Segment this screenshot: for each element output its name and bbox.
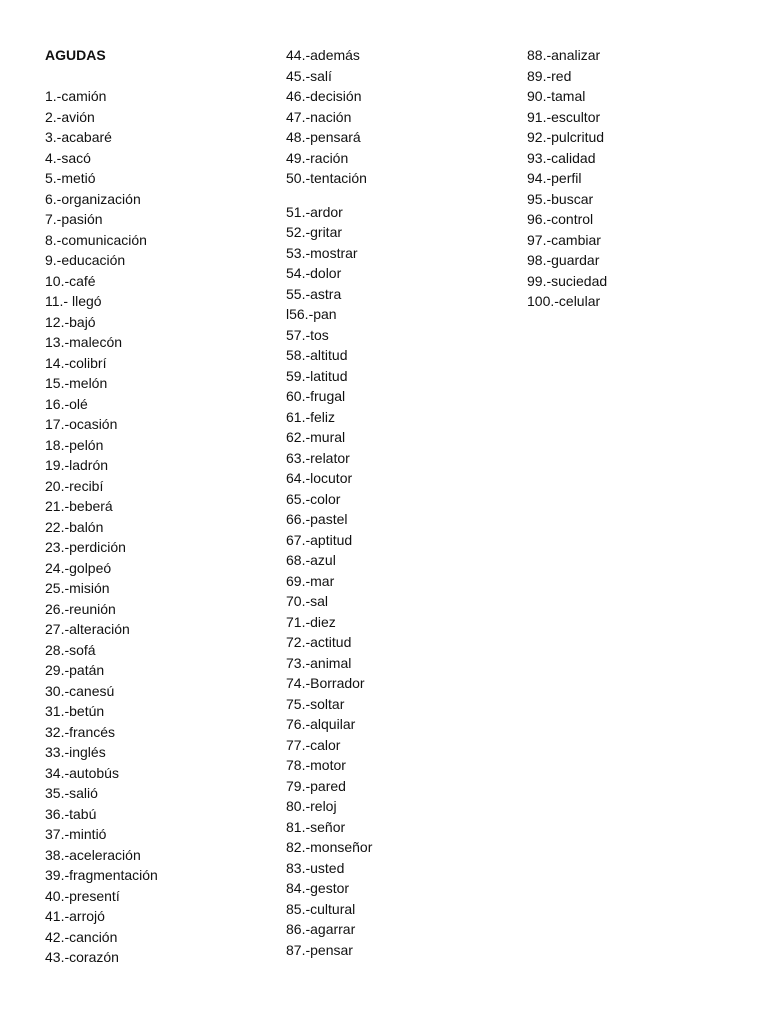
list-item: 32.-francés <box>45 723 116 740</box>
list-item: 35.-salió <box>45 785 98 801</box>
list-item: 57.-tos <box>286 326 329 343</box>
list-item: 54.-dolor <box>286 265 342 281</box>
list-item: 83.-usted <box>286 859 345 876</box>
list-item: 51.-ardor <box>286 203 343 220</box>
list-item: 60.-frugal <box>286 388 346 404</box>
list-item: 88.-analizar <box>527 47 601 63</box>
list-item: 48.-pensará <box>286 129 361 145</box>
list-item: 74.-Borrador <box>286 675 365 691</box>
list-title: AGUDAS <box>45 47 106 63</box>
list-item: 10.-café <box>45 272 96 289</box>
list-item: 72.-actitud <box>286 634 352 650</box>
list-item: 25.-misión <box>45 580 110 596</box>
list-item: 45.-salí <box>286 67 332 84</box>
list-item: 30.-canesú <box>45 682 115 699</box>
list-item: 58.-altitud <box>286 347 348 363</box>
list-item: 61.-feliz <box>286 408 336 425</box>
list-item: 17.-ocasión <box>45 416 118 432</box>
list-item: 20.-recibí <box>45 477 104 494</box>
list-item: 96.-control <box>527 211 594 227</box>
list-item: 46.-decisión <box>286 88 362 104</box>
list-item: 70.-sal <box>286 593 329 609</box>
list-item: 78.-motor <box>286 757 346 773</box>
list-item: 38.-aceleración <box>45 846 141 863</box>
list-item: 73.-animal <box>286 654 352 671</box>
list-item: 12.-bajó <box>45 313 96 330</box>
list-item: 15.-melón <box>45 375 108 391</box>
list-item: 34.-autobús <box>45 764 119 781</box>
list-item: 11.- llegó <box>45 293 102 309</box>
list-item: 1.-camión <box>45 88 107 104</box>
list-item: 68.-azul <box>286 552 336 568</box>
list-item: 86.-agarrar <box>286 921 356 937</box>
list-item: 42.-canción <box>45 928 118 945</box>
list-item: 13.-malecón <box>45 334 123 350</box>
word-column-2 <box>286 45 372 960</box>
list-item: 89.-red <box>527 67 572 84</box>
list-item: 79.-pared <box>286 777 346 794</box>
list-item: 5.-metió <box>45 170 96 186</box>
list-item: 93.-calidad <box>527 149 596 166</box>
list-item: 55.-astra <box>286 285 342 302</box>
list-item: 6.-organización <box>45 190 141 207</box>
list-item: 49.-ración <box>286 149 349 166</box>
list-item: 82.-monseñor <box>286 839 373 855</box>
list-item: 21.-beberá <box>45 498 113 514</box>
list-item: l56.-pan <box>286 306 337 322</box>
list-item: 53.-mostrar <box>286 244 358 261</box>
list-item: 44.-además <box>286 47 360 63</box>
list-item: 39.-fragmentación <box>45 867 158 883</box>
list-item: 59.-latitud <box>286 367 348 384</box>
list-item: 24.-golpeó <box>45 559 112 576</box>
list-item: 3.-acabaré <box>45 129 112 145</box>
list-item: 36.-tabú <box>45 805 97 822</box>
list-item: 19.-ladrón <box>45 457 109 473</box>
list-item: 81.-señor <box>286 818 346 835</box>
list-item: 75.-soltar <box>286 695 345 712</box>
list-item: 29.-patán <box>45 662 105 678</box>
word-column-3 <box>527 45 607 312</box>
list-item: 4.-sacó <box>45 149 91 166</box>
list-item: 94.-perfil <box>527 170 582 186</box>
list-item: 99.-suciedad <box>527 272 608 289</box>
list-item: 66.-pastel <box>286 511 348 527</box>
list-item: 7.-pasión <box>45 211 103 227</box>
list-item: 28.-sofá <box>45 641 96 658</box>
list-item: 33.-inglés <box>45 744 106 760</box>
list-item: 84.-gestor <box>286 880 350 896</box>
list-item: 27.-alteración <box>45 621 130 637</box>
list-item: 76.-alquilar <box>286 716 356 732</box>
word-column-1 <box>45 45 158 968</box>
list-item: 62.-mural <box>286 429 346 445</box>
list-item: 50.-tentación <box>286 170 367 186</box>
list-item: 98.-guardar <box>527 252 600 268</box>
list-item: 40.-presentí <box>45 887 120 904</box>
list-item: 69.-mar <box>286 572 335 589</box>
list-item: 64.-locutor <box>286 470 353 486</box>
list-item: 52.-gritar <box>286 224 343 240</box>
list-item: 47.-nación <box>286 108 352 125</box>
list-item: 92.-pulcritud <box>527 129 605 145</box>
list-item: 43.-corazón <box>45 949 119 965</box>
list-item: 90.-tamal <box>527 88 586 104</box>
list-item: 18.-pelón <box>45 436 104 453</box>
list-item: 80.-reloj <box>286 798 337 814</box>
list-item: 63.-relator <box>286 449 350 466</box>
list-item: 91.-escultor <box>527 108 601 125</box>
list-item: 85.-cultural <box>286 900 356 917</box>
list-item: 65.-color <box>286 490 341 507</box>
list-item: 37.-mintió <box>45 826 107 842</box>
list-item: 77.-calor <box>286 736 341 753</box>
list-item: 31.-betún <box>45 703 105 719</box>
list-item: 16.-olé <box>45 395 88 412</box>
list-item: 8.-comunicación <box>45 231 147 248</box>
list-item: 95.-buscar <box>527 190 594 207</box>
list-item: 23.-perdición <box>45 539 126 555</box>
list-item: 26.-reunión <box>45 600 116 617</box>
list-item: 22.-balón <box>45 518 104 535</box>
list-item: 2.-avión <box>45 108 95 125</box>
list-item: 14.-colibrí <box>45 354 107 371</box>
list-item: 71.-diez <box>286 613 336 630</box>
list-item: 41.-arrojó <box>45 908 105 924</box>
list-item: 100.-celular <box>527 293 601 309</box>
list-item: 9.-educación <box>45 252 126 268</box>
list-item: 67.-aptitud <box>286 531 353 548</box>
list-item: 87.-pensar <box>286 941 353 958</box>
list-item: 97.-cambiar <box>527 231 601 248</box>
list-spacer <box>286 189 372 202</box>
